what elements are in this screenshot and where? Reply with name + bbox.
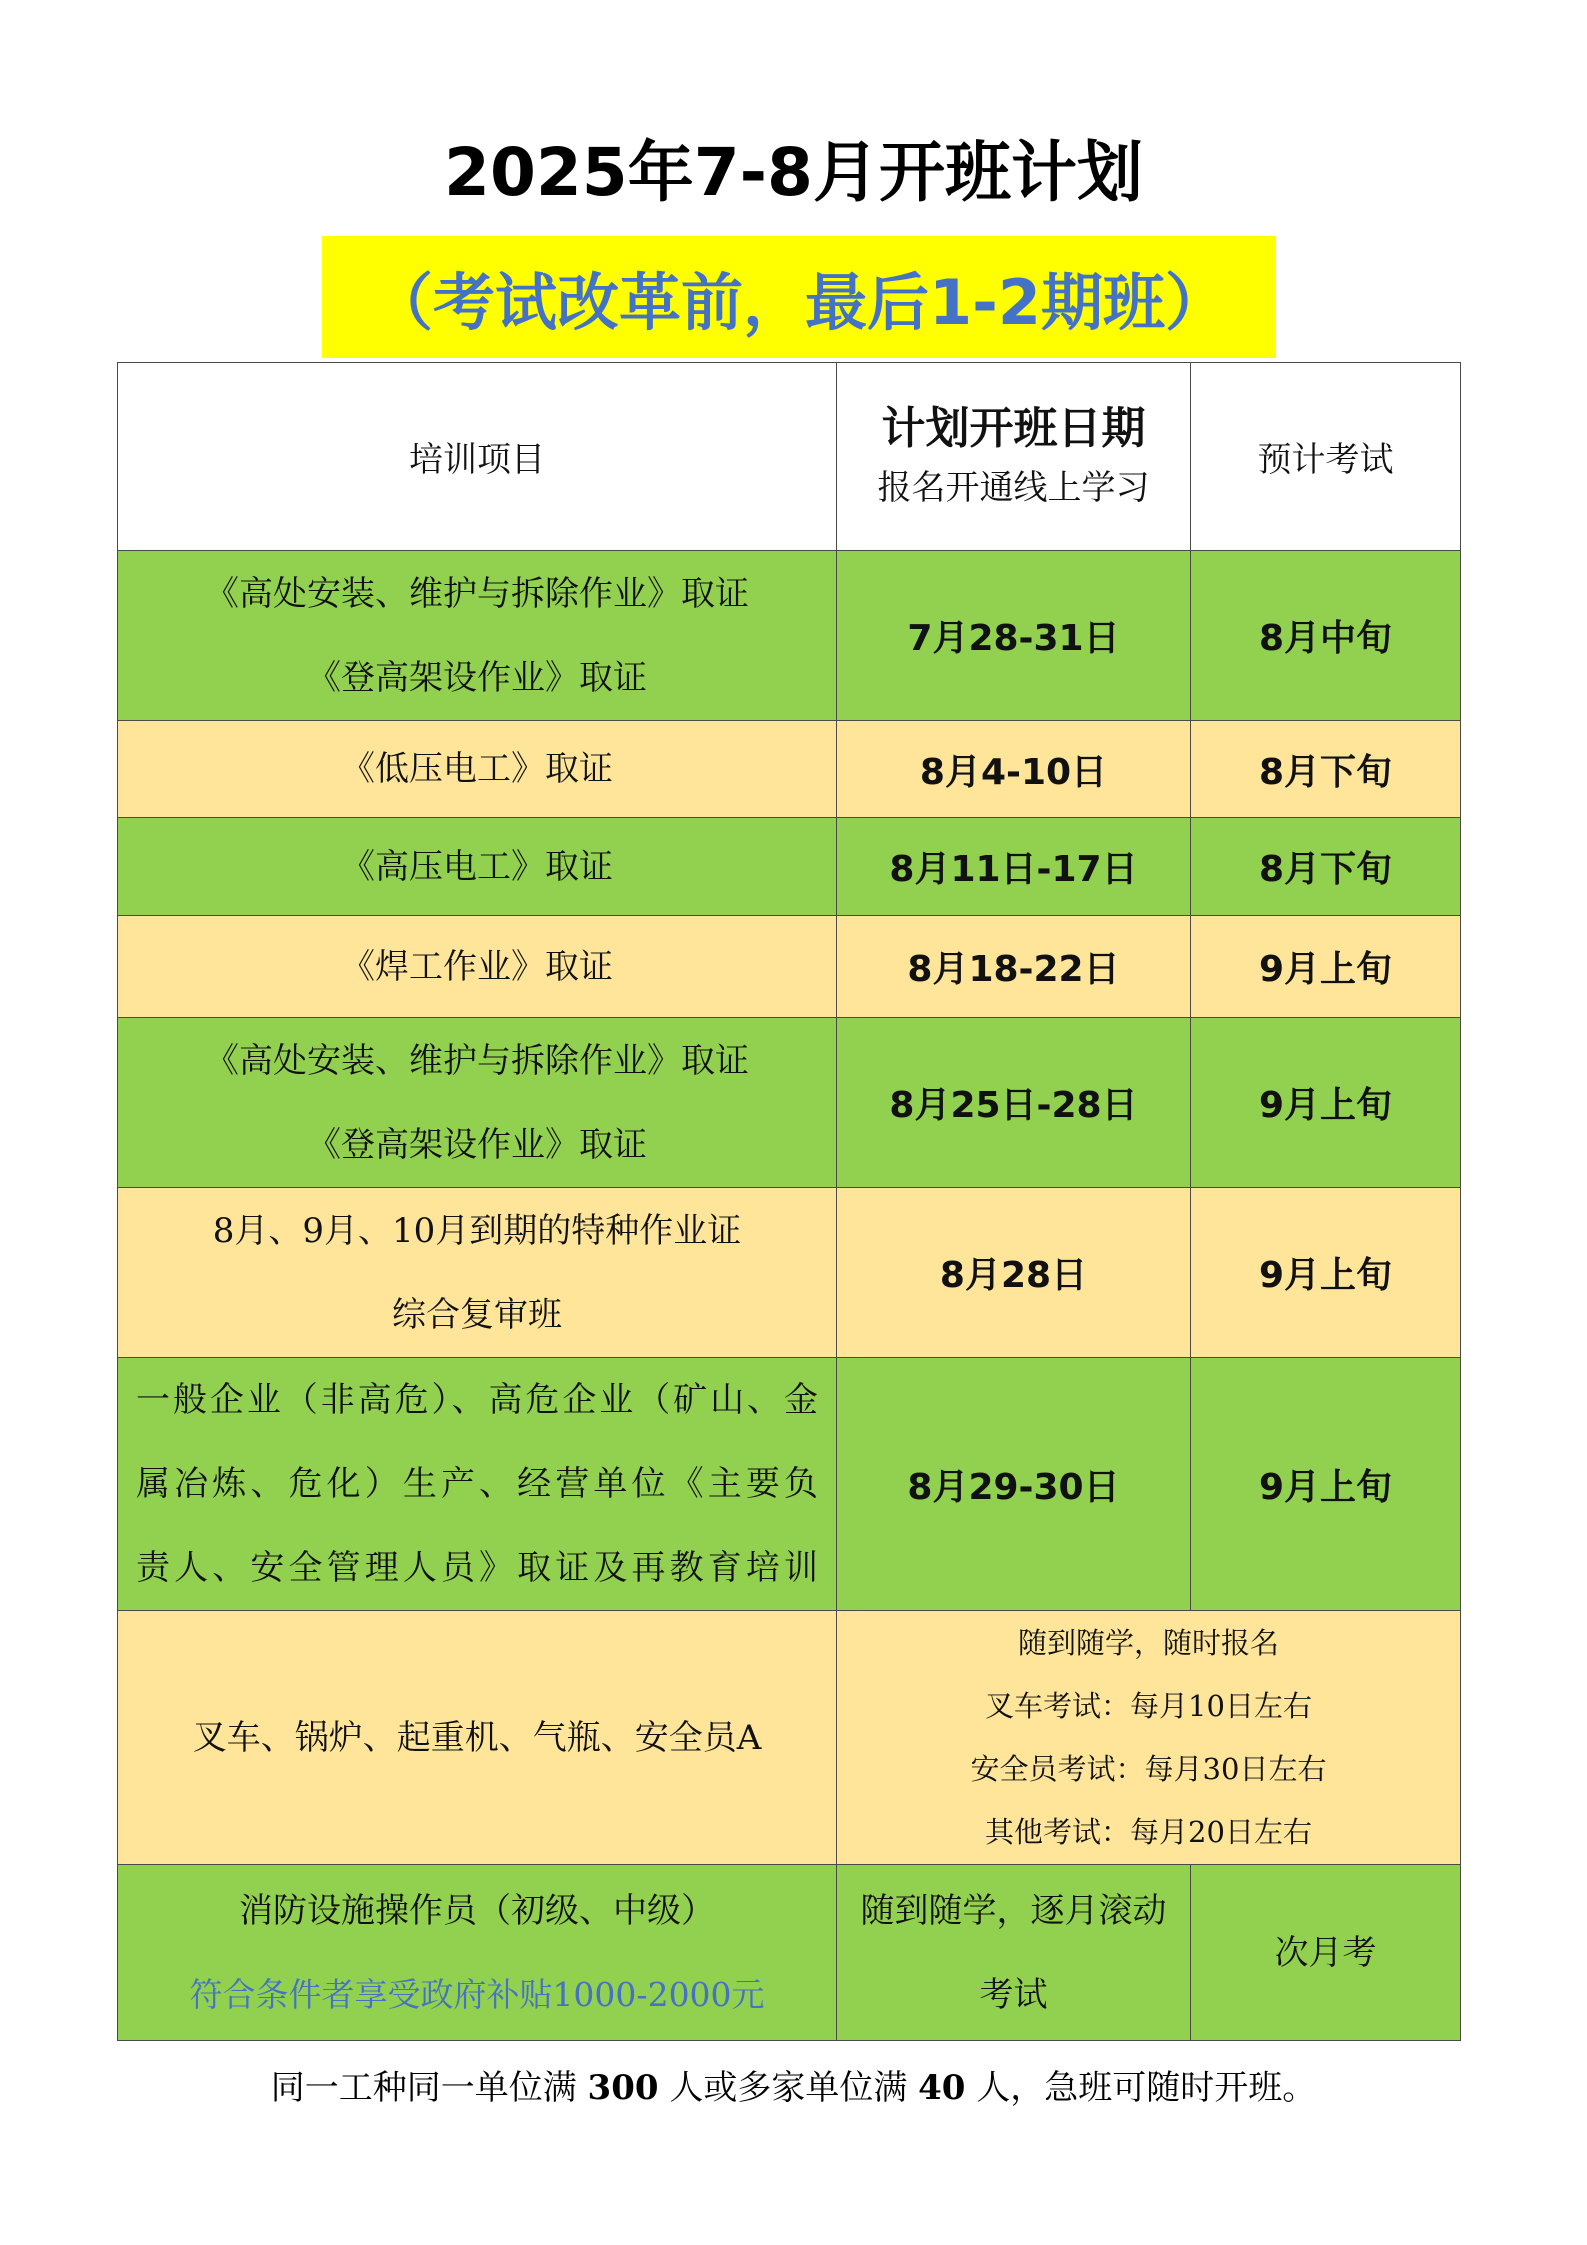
row-project: 《高压电工》取证 bbox=[118, 818, 837, 916]
row-date: 7月28-31日 bbox=[837, 551, 1191, 721]
page-title: 2025年7-8月开班计划 bbox=[444, 134, 1143, 211]
header-date-main: 计划开班日期 bbox=[881, 402, 1146, 454]
row-date: 8月29-30日 bbox=[837, 1358, 1191, 1611]
row-date: 随到随学，逐月滚动 考试 bbox=[837, 1865, 1191, 2041]
row-project: 《焊工作业》取证 bbox=[118, 916, 837, 1018]
header-date-sub: 报名开通线上学习 bbox=[877, 467, 1150, 508]
row-exam: 8月下旬 bbox=[1191, 818, 1461, 916]
table-header-row bbox=[118, 363, 1461, 551]
row-project: 《高处安装、维护与拆除作业》取证 《登高架设作业》取证 bbox=[118, 551, 837, 721]
row-exam: 8月中旬 bbox=[1191, 551, 1461, 721]
row-exam: 9月上旬 bbox=[1191, 916, 1461, 1018]
row-exam: 8月下旬 bbox=[1191, 721, 1461, 818]
table-row bbox=[118, 1018, 1461, 1188]
header-exam: 预计考试 bbox=[1191, 363, 1461, 551]
row-date: 8月11日-17日 bbox=[837, 818, 1191, 916]
table-row bbox=[118, 916, 1461, 1018]
header-date bbox=[837, 363, 1191, 551]
row-project: 消防设施操作员（初级、中级） 符合条件者享受政府补贴1000-2000元 bbox=[118, 1865, 837, 2041]
header-project: 培训项目 bbox=[118, 363, 837, 551]
footnote: 同一工种同一单位满 300 人或多家单位满 40 人，急班可随时开班。 bbox=[270, 2068, 1317, 2108]
table-row bbox=[118, 1358, 1461, 1611]
row-project: 叉车、锅炉、起重机、气瓶、安全员A bbox=[118, 1611, 837, 1865]
row-project: 一般企业（非高危）、高危企业（矿山、金 属冶炼、危化）生产、经营单位《主要负 责人、安全管理人员》取证及再教育培训 bbox=[118, 1358, 837, 1611]
row-date: 8月4-10日 bbox=[837, 721, 1191, 818]
row-project: 《高处安装、维护与拆除作业》取证 《登高架设作业》取证 bbox=[118, 1018, 837, 1188]
row-date: 8月25日-28日 bbox=[837, 1018, 1191, 1188]
row-exam: 9月上旬 bbox=[1191, 1358, 1461, 1611]
table-row bbox=[118, 818, 1461, 916]
table-row bbox=[118, 1188, 1461, 1358]
row-date: 8月18-22日 bbox=[837, 916, 1191, 1018]
subsidy-note: 符合条件者享受政府补贴1000-2000元 bbox=[189, 1974, 765, 2014]
row-date: 8月28日 bbox=[837, 1188, 1191, 1358]
table-row-anytime bbox=[118, 1611, 1461, 1865]
row-schedule-notes: 随到随学，随时报名 叉车考试：每月10日左右 安全员考试：每月30日左右 其他考试：每月20日左右 bbox=[837, 1611, 1461, 1865]
row-project: 《低压电工》取证 bbox=[118, 721, 837, 818]
schedule-table bbox=[117, 362, 1461, 2041]
row-exam: 9月上旬 bbox=[1191, 1188, 1461, 1358]
table-row bbox=[118, 721, 1461, 818]
table-row-fire bbox=[118, 1865, 1461, 2041]
page-subtitle: （考试改革前，最后1-2期班） bbox=[322, 236, 1276, 358]
row-exam: 次月考 bbox=[1191, 1865, 1461, 2041]
row-exam: 9月上旬 bbox=[1191, 1018, 1461, 1188]
row-project: 8月、9月、10月到期的特种作业证 综合复审班 bbox=[118, 1188, 837, 1358]
table-row bbox=[118, 551, 1461, 721]
